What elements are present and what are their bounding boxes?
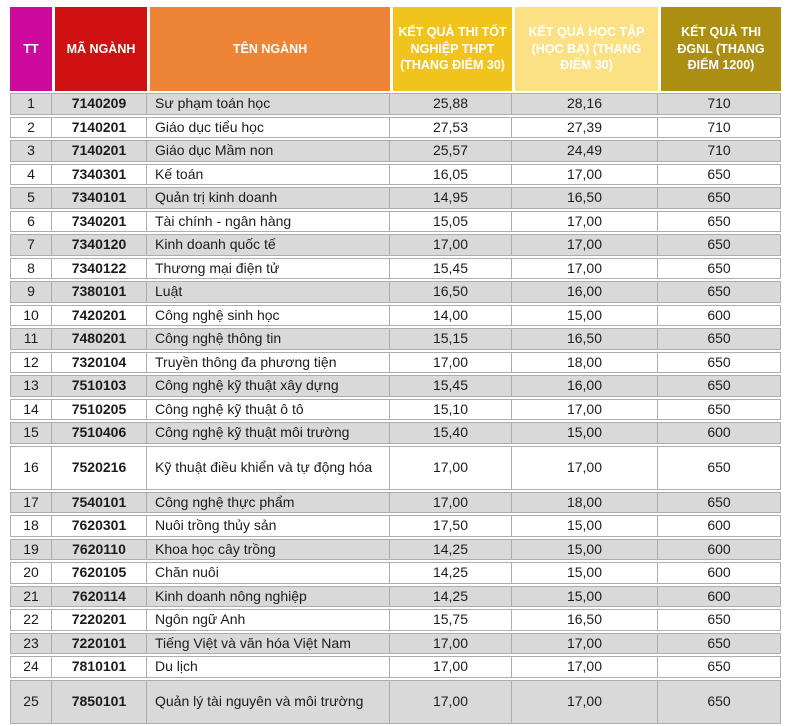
cell-dgnl: 650: [658, 234, 781, 256]
cell-hocba: 16,00: [512, 281, 658, 303]
table-row: [10, 281, 781, 303]
cell-tt: 12: [10, 352, 52, 374]
cell-tt: 5: [10, 187, 52, 209]
cell-name: Khoa học cây trồng: [147, 539, 390, 561]
cell-dgnl: 650: [658, 352, 781, 374]
table-row: [10, 399, 781, 421]
cell-dgnl: 600: [658, 586, 781, 608]
cell-name: Ngôn ngữ Anh: [147, 609, 390, 631]
table-row: [10, 609, 781, 631]
cell-hocba: 17,00: [512, 258, 658, 280]
cell-code: 7540101: [52, 492, 147, 514]
table-row: [10, 140, 781, 162]
cell-hocba: 17,00: [512, 656, 658, 678]
cell-tt: 20: [10, 562, 52, 584]
table-row: [10, 562, 781, 584]
cell-hocba: 17,00: [512, 234, 658, 256]
cell-name: Kinh doanh quốc tế: [147, 234, 390, 256]
cell-code: 7340120: [52, 234, 147, 256]
cell-thpt: 17,00: [390, 680, 512, 724]
cell-hocba: 17,00: [512, 164, 658, 186]
cell-hocba: 18,00: [512, 492, 658, 514]
cell-thpt: 14,25: [390, 539, 512, 561]
cell-hocba: 15,00: [512, 422, 658, 444]
cell-hocba: 17,00: [512, 211, 658, 233]
cell-hocba: 18,00: [512, 352, 658, 374]
cell-thpt: 15,45: [390, 375, 512, 397]
cell-thpt: 15,45: [390, 258, 512, 280]
cell-thpt: 17,00: [390, 446, 512, 490]
cell-hocba: 15,00: [512, 539, 658, 561]
cell-name: Công nghệ thông tin: [147, 328, 390, 350]
cell-name: Tài chính - ngân hàng: [147, 211, 390, 233]
cell-name: Kế toán: [147, 164, 390, 186]
cell-thpt: 15,75: [390, 609, 512, 631]
table-row: [10, 211, 781, 233]
cell-tt: 19: [10, 539, 52, 561]
cell-thpt: 14,95: [390, 187, 512, 209]
table-row: [10, 234, 781, 256]
cell-name: Giáo dục tiểu học: [147, 117, 390, 139]
cell-name: Quản trị kinh doanh: [147, 187, 390, 209]
cell-thpt: 16,50: [390, 281, 512, 303]
cell-tt: 3: [10, 140, 52, 162]
cell-hocba: 15,00: [512, 305, 658, 327]
cell-name: Công nghệ thực phẩm: [147, 492, 390, 514]
cell-dgnl: 600: [658, 562, 781, 584]
table-header: [10, 7, 781, 91]
cell-tt: 25: [10, 680, 52, 724]
cell-dgnl: 650: [658, 187, 781, 209]
cell-code: 7220101: [52, 633, 147, 655]
table-row: [10, 633, 781, 655]
admission-scores-table: [10, 5, 781, 726]
cell-code: 7340101: [52, 187, 147, 209]
cell-code: 7510205: [52, 399, 147, 421]
cell-tt: 8: [10, 258, 52, 280]
cell-thpt: 27,53: [390, 117, 512, 139]
cell-name: Quản lý tài nguyên và môi trường: [147, 680, 390, 724]
table-row: [10, 656, 781, 678]
cell-name: Kỹ thuật điều khiển và tự động hóa: [147, 446, 390, 490]
cell-hocba: 16,00: [512, 375, 658, 397]
cell-name: Công nghệ kỹ thuật xây dựng: [147, 375, 390, 397]
cell-code: 7620105: [52, 562, 147, 584]
cell-thpt: 25,57: [390, 140, 512, 162]
cell-name: Công nghệ sinh học: [147, 305, 390, 327]
cell-code: 7340122: [52, 258, 147, 280]
cell-tt: 15: [10, 422, 52, 444]
cell-dgnl: 650: [658, 656, 781, 678]
table-row: [10, 375, 781, 397]
cell-thpt: 17,00: [390, 234, 512, 256]
cell-code: 7340301: [52, 164, 147, 186]
cell-tt: 13: [10, 375, 52, 397]
cell-code: 7620114: [52, 586, 147, 608]
column-header-hocba: KẾT QUẢ HỌC TẬP (HỌC BẠ) (THANG ĐIỂM 30): [512, 7, 658, 91]
cell-tt: 2: [10, 117, 52, 139]
cell-tt: 7: [10, 234, 52, 256]
cell-dgnl: 650: [658, 281, 781, 303]
cell-name: Du lịch: [147, 656, 390, 678]
cell-name: Thương mại điện tử: [147, 258, 390, 280]
table-row: [10, 539, 781, 561]
cell-tt: 16: [10, 446, 52, 490]
cell-name: Sư phạm toán học: [147, 93, 390, 115]
cell-tt: 9: [10, 281, 52, 303]
table-row: [10, 586, 781, 608]
cell-hocba: 16,50: [512, 609, 658, 631]
table-row: [10, 164, 781, 186]
cell-dgnl: 600: [658, 515, 781, 537]
cell-name: Chăn nuôi: [147, 562, 390, 584]
cell-tt: 1: [10, 93, 52, 115]
table-row: [10, 515, 781, 537]
cell-thpt: 17,50: [390, 515, 512, 537]
cell-tt: 23: [10, 633, 52, 655]
cell-tt: 18: [10, 515, 52, 537]
cell-dgnl: 600: [658, 422, 781, 444]
cell-code: 7380101: [52, 281, 147, 303]
cell-dgnl: 650: [658, 446, 781, 490]
cell-tt: 21: [10, 586, 52, 608]
cell-dgnl: 710: [658, 117, 781, 139]
cell-dgnl: 650: [658, 328, 781, 350]
cell-name: Kinh doanh nông nghiệp: [147, 586, 390, 608]
cell-hocba: 15,00: [512, 515, 658, 537]
cell-name: Công nghệ kỹ thuật môi trường: [147, 422, 390, 444]
table-row: [10, 117, 781, 139]
cell-hocba: 17,00: [512, 633, 658, 655]
cell-dgnl: 650: [658, 211, 781, 233]
cell-code: 7810101: [52, 656, 147, 678]
cell-code: 7620110: [52, 539, 147, 561]
cell-thpt: 14,25: [390, 562, 512, 584]
table-row: [10, 680, 781, 724]
cell-hocba: 15,00: [512, 562, 658, 584]
cell-dgnl: 650: [658, 609, 781, 631]
cell-thpt: 16,05: [390, 164, 512, 186]
cell-code: 7220201: [52, 609, 147, 631]
cell-dgnl: 600: [658, 539, 781, 561]
cell-code: 7140209: [52, 93, 147, 115]
cell-thpt: 15,40: [390, 422, 512, 444]
table-row: [10, 328, 781, 350]
cell-code: 7140201: [52, 117, 147, 139]
cell-thpt: 17,00: [390, 633, 512, 655]
cell-hocba: 17,00: [512, 399, 658, 421]
cell-hocba: 28,16: [512, 93, 658, 115]
cell-thpt: 15,10: [390, 399, 512, 421]
table-row: [10, 187, 781, 209]
cell-code: 7340201: [52, 211, 147, 233]
column-header-tt: TT: [10, 7, 52, 91]
cell-name: Tiếng Việt và văn hóa Việt Nam: [147, 633, 390, 655]
cell-thpt: 15,15: [390, 328, 512, 350]
table-row: [10, 422, 781, 444]
cell-dgnl: 710: [658, 93, 781, 115]
cell-thpt: 14,25: [390, 586, 512, 608]
cell-code: 7140201: [52, 140, 147, 162]
table-row: [10, 93, 781, 115]
cell-name: Giáo dục Mầm non: [147, 140, 390, 162]
cell-dgnl: 650: [658, 399, 781, 421]
cell-code: 7320104: [52, 352, 147, 374]
table-row: [10, 352, 781, 374]
cell-hocba: 24,49: [512, 140, 658, 162]
cell-hocba: 17,00: [512, 446, 658, 490]
cell-tt: 11: [10, 328, 52, 350]
cell-dgnl: 650: [658, 258, 781, 280]
cell-hocba: 27,39: [512, 117, 658, 139]
cell-dgnl: 650: [658, 680, 781, 724]
header-row: [10, 7, 781, 91]
cell-name: Truyền thông đa phương tiện: [147, 352, 390, 374]
cell-hocba: 16,50: [512, 328, 658, 350]
cell-tt: 10: [10, 305, 52, 327]
cell-hocba: 16,50: [512, 187, 658, 209]
cell-dgnl: 650: [658, 164, 781, 186]
cell-name: Công nghệ kỹ thuật ô tô: [147, 399, 390, 421]
cell-dgnl: 600: [658, 305, 781, 327]
cell-code: 7420201: [52, 305, 147, 327]
cell-code: 7480201: [52, 328, 147, 350]
cell-code: 7850101: [52, 680, 147, 724]
table-row: [10, 492, 781, 514]
cell-dgnl: 710: [658, 140, 781, 162]
cell-dgnl: 650: [658, 633, 781, 655]
cell-thpt: 17,00: [390, 656, 512, 678]
cell-tt: 6: [10, 211, 52, 233]
table-row: [10, 258, 781, 280]
cell-hocba: 17,00: [512, 680, 658, 724]
cell-code: 7510406: [52, 422, 147, 444]
cell-thpt: 25,88: [390, 93, 512, 115]
cell-tt: 17: [10, 492, 52, 514]
cell-dgnl: 650: [658, 375, 781, 397]
cell-thpt: 14,00: [390, 305, 512, 327]
cell-code: 7520216: [52, 446, 147, 490]
column-header-dgnl: KẾT QUẢ THI ĐGNL (THANG ĐIỂM 1200): [658, 7, 781, 91]
column-header-code: MÃ NGÀNH: [52, 7, 147, 91]
table-row: [10, 446, 781, 490]
table-body: [10, 93, 781, 724]
column-header-name: TÊN NGÀNH: [147, 7, 390, 91]
admission-scores-table-wrapper: [10, 5, 781, 726]
column-header-thpt: KẾT QUẢ THI TỐT NGHIỆP THPT (THANG ĐIỂM 30): [390, 7, 512, 91]
cell-tt: 14: [10, 399, 52, 421]
cell-hocba: 15,00: [512, 586, 658, 608]
cell-code: 7510103: [52, 375, 147, 397]
cell-name: Luật: [147, 281, 390, 303]
table-row: [10, 305, 781, 327]
cell-thpt: 17,00: [390, 492, 512, 514]
cell-thpt: 17,00: [390, 352, 512, 374]
cell-code: 7620301: [52, 515, 147, 537]
cell-tt: 4: [10, 164, 52, 186]
cell-dgnl: 650: [658, 492, 781, 514]
cell-tt: 24: [10, 656, 52, 678]
cell-tt: 22: [10, 609, 52, 631]
cell-name: Nuôi trồng thủy sản: [147, 515, 390, 537]
cell-thpt: 15,05: [390, 211, 512, 233]
